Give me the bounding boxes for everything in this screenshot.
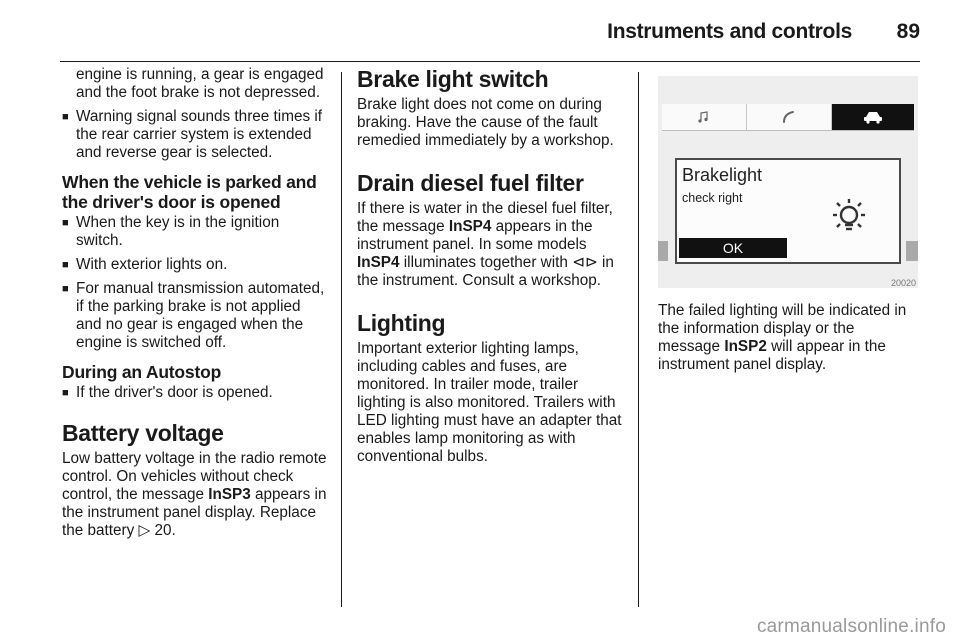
column-right [658,302,920,374]
list-item: ■ When the key is in the ignition switch. [62,214,280,249]
parked-bullet-list [62,214,328,352]
bullet-icon: ■ [62,387,69,399]
message-code: InSP4 [448,218,492,235]
column-middle [357,66,627,466]
failed-lighting-text: The failed lighting will be indicated in the information display or the message InSP2 will appear in the instrument panel display. [658,302,907,373]
warning-bullet-list [62,108,328,162]
drain-heading: Drain diesel fuel filter [357,170,584,196]
watermark: carmanualsonline.info [756,616,946,637]
drain-text: If there is water in the diesel fuel filter, the message InSP4 appears in the instrument panel. In some models InSP4 illuminates together with ⊲⊳ in the instrument. Consult a workshop. [357,200,614,289]
list-item: ■ If the driver's door is opened. [62,384,273,401]
ok-button: OK [679,238,787,258]
page-number: 89 [896,20,920,43]
display-scroll-left [658,241,668,261]
light-bulb-icon [827,196,871,240]
bullet-icon: ■ [62,283,69,295]
display-scroll-right [906,241,918,261]
lighting-text: Important exterior lighting lamps, including cables and fuses, are monitored. In trailer mode, trailer lighting is also monitored. Trailers with LED lighting must have an adapter that enables lamp monitoring as with conventional bulbs. [357,340,622,465]
battery-heading: Battery voltage [62,420,224,446]
tab-phone [747,104,832,130]
brake-heading: Brake light switch [357,66,549,92]
tab-vehicle [832,104,914,130]
column-divider-left [341,72,342,607]
autostop-heading: During an Autostop [62,362,222,382]
message-panel [675,158,901,264]
music-note-icon [697,110,711,124]
car-icon [862,110,884,124]
message-code: InSP3 [208,486,251,503]
autostop-bullet-list [62,384,328,402]
fuel-filter-icon: ⊲⊳ [572,254,598,271]
lighting-heading: Lighting [357,310,446,336]
display-illustration [658,76,918,288]
bullet-icon: ■ [62,217,69,229]
column-divider-right [638,72,639,607]
page-title: Instruments and controls [607,20,852,43]
bullet-icon: ■ [62,259,69,271]
continued-text: engine is running, a gear is engaged and the foot brake is not depressed. [76,66,324,101]
figure-code: 20020 [890,278,916,288]
page-reference-icon: ▷ [138,522,151,539]
message-code: InSP4 [357,254,400,271]
battery-text: Low battery voltage in the radio remote control. On vehicles without check control, the message InSP3 appears in the instrument panel display. Replace the battery ▷ 20. [62,450,327,539]
message-subtitle: check right [682,191,743,205]
list-item: ■ For manual transmission automated, if the parking brake is not applied and no gear is engaged when the engine is switched off. [62,280,325,351]
display-tab-bar [662,104,914,131]
message-title: Brakelight [682,165,763,185]
list-item: ■ Warning signal sounds three times if the rear carrier system is extended and reverse gear is selected. [62,108,322,161]
header-rule [60,61,920,62]
bullet-icon: ■ [62,111,69,123]
message-code: InSP2 [724,338,767,355]
phone-icon [781,109,797,125]
list-item: ■ With exterior lights on. [62,256,228,273]
tab-audio [662,104,747,130]
column-left [62,66,328,540]
parked-heading: When the vehicle is parked and the driver's door is opened [62,172,317,212]
brake-text: Brake light does not come on during braking. Have the cause of the fault remedied immediately by a workshop. [357,96,614,149]
